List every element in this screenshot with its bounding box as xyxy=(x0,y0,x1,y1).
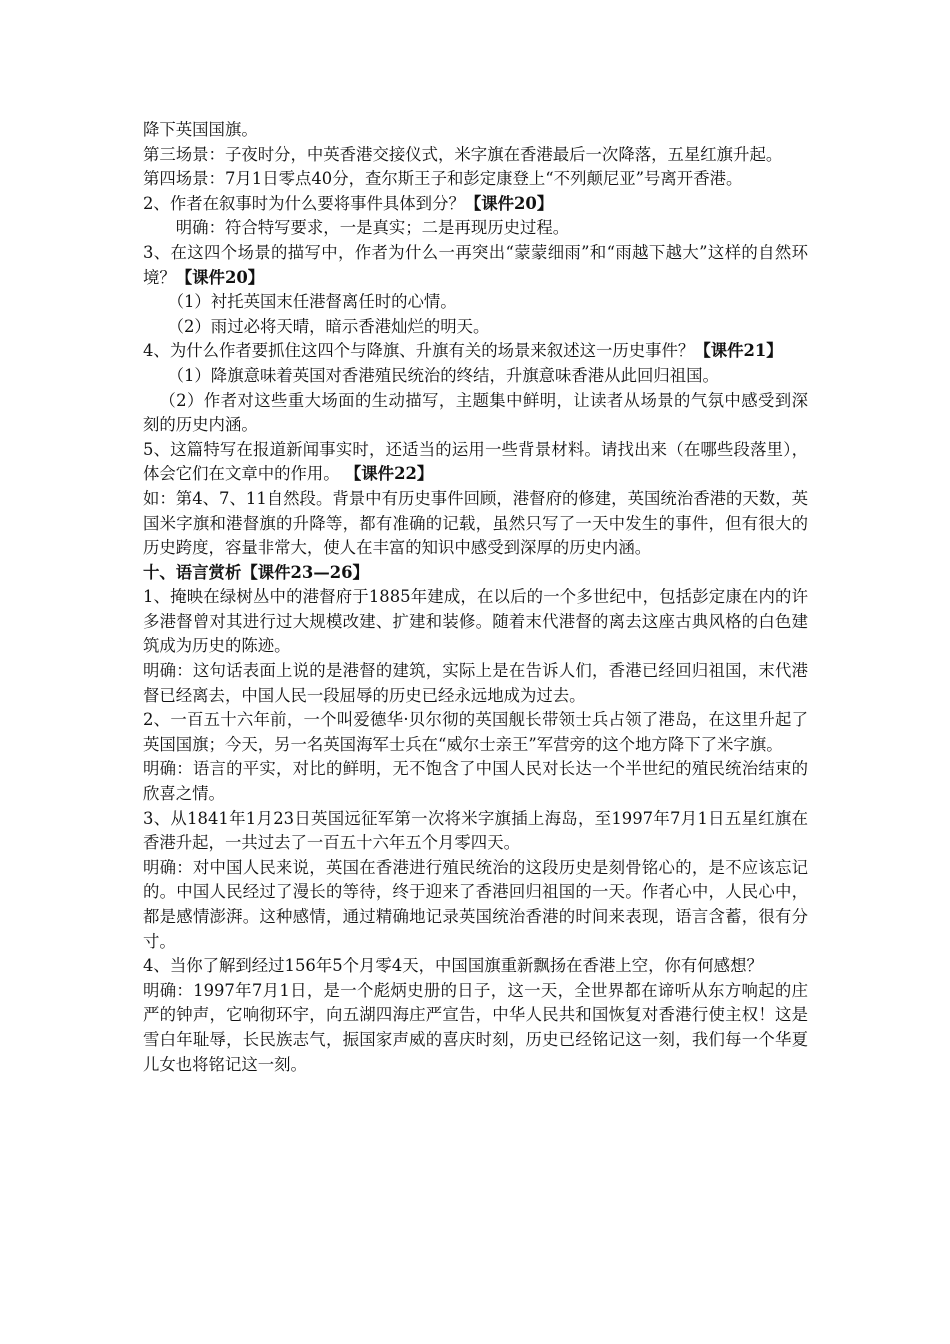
question-paragraph xyxy=(143,241,808,290)
paragraph: 明确：符合特写要求，一是真实；二是再现历史过程。 xyxy=(175,218,570,238)
question-text: 4、为什么作者要抓住这四个与降旗、升旗有关的场景来叙述这一历史事件？ xyxy=(143,341,695,361)
paragraph: 明确：1997年7月1日，是一个彪炳史册的日子，这一天，全世界都在谛听从东方响起的庄严的钟声，它响彻环宇，向五湖四海庄严宣告，中华人民共和国恢复对香港行使主权！这是雪白年耻辱，长民族志气，振国家声威的喜庆时刻，历史已经铭记这一刻，我们每一个华夏儿女也将铭记这一刻。 xyxy=(143,980,808,1074)
paragraph: （2）雨过必将天晴，暗示香港灿烂的明天。 xyxy=(167,316,490,336)
question-text: 3、在这四个场景的描写中，作者为什么一再突出“蒙蒙细雨”和“雨越下越大”这样的自然环境？ xyxy=(143,242,808,287)
question-paragraph xyxy=(143,192,808,217)
paragraph: 明确：这句话表面上说的是港督的建筑，实际上是在告诉人们，香港已经回归祖国，末代港督已经离去，中国人民一段屈辱的历史已经永远地成为过去。 xyxy=(143,661,808,705)
courseware-tag: 【课件20】 xyxy=(464,193,554,213)
question-paragraph xyxy=(143,438,808,487)
paragraph: 明确：对中国人民来说，英国在香港进行殖民统治的这段历史是刻骨铭心的，是不应该忘记的。中国人民经过了漫长的等待，终于迎来了香港回归祖国的一天。作者心中，人民心中，都是感情澎湃。这种感情，通过精确地记录英国统治香港的时间来表现，语言含蓄，很有分寸。 xyxy=(143,857,808,951)
paragraph: 降下英国国旗。 xyxy=(143,120,258,139)
paragraph: 1、掩映在绿树丛中的港督府于1885年建成，在以后的一个多世纪中，包括彭定康在内的许多港督曾对其进行过大规模改建、扩建和装修。随着末代港督的离去这座古典风格的白色建筑成为历史的陈迹。 xyxy=(143,587,808,656)
paragraph: （1）衬托英国末任港督离任时的心情。 xyxy=(167,292,457,312)
paragraph: 2、一百五十六年前，一个叫爱德华·贝尔彻的英国舰长带领士兵占领了港岛，在这里升起了英国国旗；今天，另一名英国海军士兵在“威尔士亲王”军营旁的这个地方降下了米字旗。 xyxy=(143,710,808,754)
document-page xyxy=(143,118,808,1077)
courseware-tag: 【课件20】 xyxy=(175,267,265,287)
paragraph: 第四场景：7月1日零点40分，查尔斯王子和彭定康登上“不列颠尼亚”号离开香港。 xyxy=(143,169,743,189)
section-heading: 十、语言赏析【课件23—26】 xyxy=(143,562,369,582)
question-text: 2、作者在叙事时为什么要将事件具体到分？ xyxy=(143,193,465,213)
paragraph: 3、从1841年1月23日英国远征军第一次将米字旗插上海岛，至1997年7月1日五星红旗在香港升起，一共过去了一百五十六年五个月零四天。 xyxy=(143,808,808,853)
question-paragraph xyxy=(143,339,808,364)
paragraph: （2）作者对这些重大场面的生动描写，主题集中鲜明，让读者从场景的气氛中感受到深刻的历史内涵。 xyxy=(143,390,808,435)
paragraph: 4、当你了解到经过156年5个月零4天，中国国旗重新飘扬在香港上空，你有何感想？ xyxy=(143,956,763,976)
paragraph: 如：第4、7、11自然段。背景中有历史事件回顾，港督府的修建，英国统治香港的天数，英国米字旗和港督旗的升降等，都有准确的记载，虽然只写了一天中发生的事件，但有很大的历史跨度，容量非常大，使人在丰富的知识中感受到深厚的历史内涵。 xyxy=(143,488,808,558)
question-text: 5、这篇特写在报道新闻事实时，还适当的运用一些背景材料。请找出来（在哪些段落里），体会它们在文章中的作用。 xyxy=(143,439,808,484)
courseware-tag: 【课件21】 xyxy=(694,341,783,361)
paragraph: （1）降旗意味着英国对香港殖民统治的终结，升旗意味香港从此回归祖国。 xyxy=(167,365,719,385)
paragraph: 第三场景：子夜时分，中英香港交接仪式，米字旗在香港最后一次降落，五星红旗升起。 xyxy=(143,144,783,164)
courseware-tag: 【课件22】 xyxy=(344,464,434,484)
paragraph: 明确：语言的平实，对比的鲜明，无不饱含了中国人民对长达一个半世纪的殖民统治结束的欣喜之情。 xyxy=(143,759,808,804)
